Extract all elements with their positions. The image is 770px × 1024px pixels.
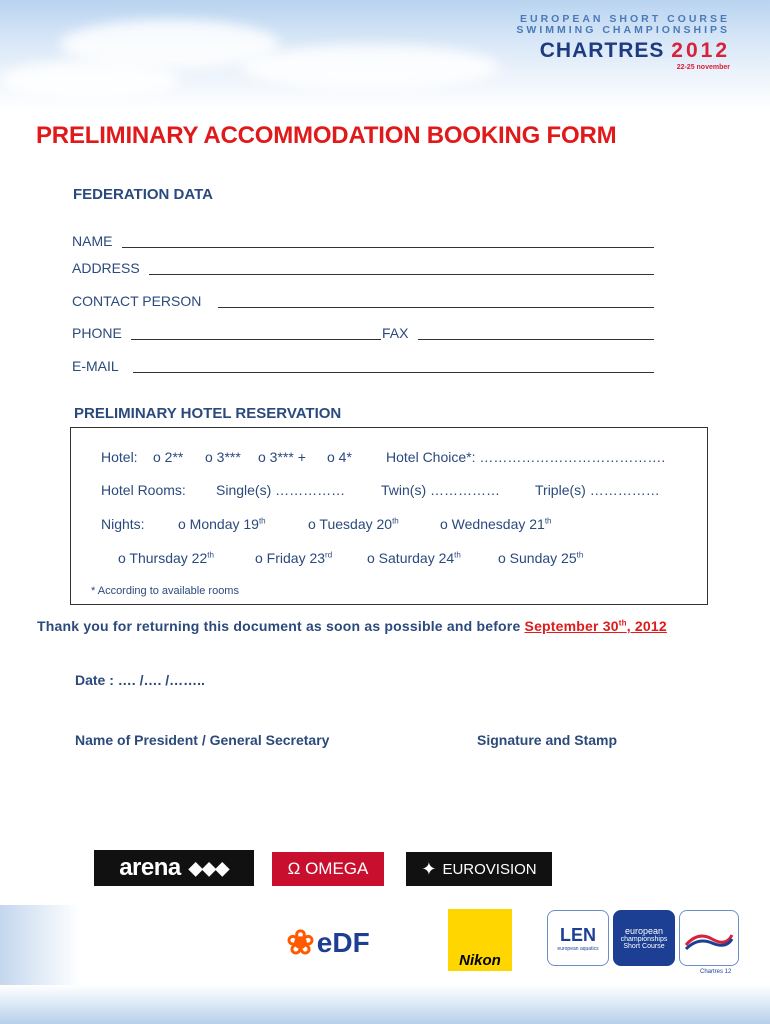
eurovision-logo: ✦ EUROVISION [406,852,552,886]
name-label: NAME [72,233,113,249]
fax-label: FAX [382,325,409,341]
hotel-rooms-label: Hotel Rooms: [101,482,186,498]
address-label: ADDRESS [72,260,140,276]
email-label: E-MAIL [72,358,119,374]
page-title: PRELIMINARY ACCOMMODATION BOOKING FORM [36,122,617,149]
omega-logo: Ω OMEGA [272,852,384,886]
wave-icon [684,923,734,953]
arena-logo: arena ◆◆◆ [94,850,254,886]
deadline-date: September 30th, 2012 [524,618,667,634]
signature-label: Signature and Stamp [477,732,618,748]
hotel-choice-field[interactable]: Hotel Choice*: …………………………………. [386,449,666,465]
night-option-sunday[interactable]: o Sunday 25th [498,550,584,566]
availability-note: * According to available rooms [91,585,239,597]
chartres-logo [679,910,739,966]
night-option-friday[interactable]: o Friday 23rd [255,550,333,566]
deadline-notice [37,618,667,634]
hotel-option-3star[interactable]: o 3*** [205,449,241,465]
address-field[interactable] [149,274,654,275]
chartres-caption: Chartres 12 [700,969,732,975]
contact-field[interactable] [218,307,654,308]
hotel-heading: PRELIMINARY HOTEL RESERVATION [74,405,342,422]
event-line1: EUROPEAN SHORT COURSE [519,13,730,25]
contact-label: CONTACT PERSON [72,293,202,309]
name-field[interactable] [122,247,654,248]
len-logo: LEN european aquatics [547,910,609,966]
event-year: 2012 [671,39,730,62]
event-city-year [516,39,730,63]
night-option-thursday[interactable]: o Thursday 22th [118,550,214,566]
nights-label: Nights: [101,516,145,532]
phone-field[interactable] [131,339,381,340]
hotel-option-3star-plus[interactable]: o 3*** + [258,449,306,465]
event-city: CHARTRES [539,39,665,62]
nikon-logo: Nikon [448,909,512,971]
european-championships-logo: european championships Short Course [613,910,675,966]
single-rooms-field[interactable]: Single(s) …………… [216,482,346,498]
night-option-saturday[interactable]: o Saturday 24th [367,550,461,566]
night-option-monday[interactable]: o Monday 19th [178,516,266,532]
twin-rooms-field[interactable]: Twin(s) …………… [381,482,500,498]
event-dates: 22-25 november [676,64,730,71]
eurovision-star-icon: ✦ [421,858,437,879]
event-logo [516,14,730,72]
phone-label: PHONE [72,325,122,341]
federation-heading: FEDERATION DATA [73,186,213,203]
deadline-text: Thank you for returning this document as soon as possible and before [37,618,525,634]
hotel-option-2star[interactable]: o 2** [153,449,184,465]
event-line2: SWIMMING CHAMPIONSHIPS [516,24,730,36]
arena-diamond-icon: ◆◆◆ [188,857,229,878]
hotel-label: Hotel: [101,449,138,465]
night-option-wednesday[interactable]: o Wednesday 21th [440,516,552,532]
night-option-tuesday[interactable]: o Tuesday 20th [308,516,399,532]
president-label: Name of President / General Secretary [75,732,330,748]
triple-rooms-field[interactable]: Triple(s) …………… [535,482,660,498]
email-field[interactable] [133,372,654,373]
edf-logo: ❀ eDF [286,924,370,962]
edf-flower-icon: ❀ [286,924,315,962]
date-field[interactable]: Date : …. /…. /…….. [75,672,205,688]
footer-decoration [0,985,770,1024]
hotel-option-4star[interactable]: o 4* [327,449,352,465]
fax-field[interactable] [418,339,654,340]
